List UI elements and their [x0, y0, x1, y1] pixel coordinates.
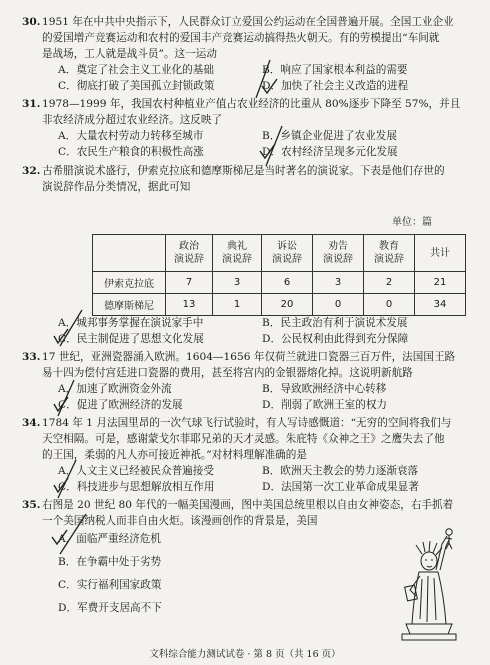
table-corner-cell — [93, 235, 166, 272]
table-cell: 0 — [364, 294, 415, 316]
q35-stem-line1: 右图是 20 世纪 80 年代的一幅美国漫画，图中美国总统里根以自由女神姿态，右手抓着 — [42, 499, 454, 511]
table-cell: 2 — [364, 272, 415, 294]
handwritten-check-mark — [50, 528, 70, 548]
q33-stem-line2: 易十四为偿付宫廷进口瓷器的费用，甚至将宫内的金银器熔化掉。这说明新航路 — [42, 367, 413, 379]
q32-option-a: A．城邦事务掌握在演说家手中 — [58, 317, 204, 329]
handwritten-check-mark — [52, 477, 70, 495]
q32-speech-table — [92, 234, 466, 316]
table-header-cell — [313, 235, 364, 272]
q30-stem-line1: 1951 年在中共中央指示下，人民群众订立爱国公约运动在全国普遍开展。全国工业企业 — [42, 16, 454, 28]
q34-option-d: D．法国第一次工业革命成果显著 — [262, 481, 419, 493]
table-cell: 1 — [213, 294, 262, 316]
q34-stem-line1: 1784 年 1 月法国里昂的一次气球飞行试验时，有人写诗感慨道：“无穷的空间将我们与 — [42, 417, 452, 429]
q31-option-b: B．乡镇企业促进了农业发展 — [262, 130, 397, 142]
q33-option-b: B．导致欧洲经济中心转移 — [262, 383, 387, 395]
col-header-ceremonial: 典礼 演说辞 — [222, 241, 252, 265]
q32-option-b: B．民主政治有利于演说术发展 — [262, 317, 408, 329]
q30-option-c: C．彻底打破了美国孤立封锁政策 — [58, 80, 215, 92]
row-name: 德摩斯梯尼 — [93, 294, 166, 316]
q32-option-c: C．民主制促进了思想文化发展 — [58, 333, 204, 345]
table-cell: 6 — [262, 272, 313, 294]
page-footer: 文科综合能力测试试卷 · 第 8 页（共 16 页） — [149, 649, 341, 660]
q30-option-d: D．加快了社会主义改造的进程 — [262, 80, 409, 92]
handwritten-check-mark — [52, 396, 70, 414]
q35-number: 35. — [22, 499, 41, 511]
q35-option-d: D．军费开支居高不下 — [58, 602, 162, 614]
table-cell: 3 — [313, 272, 364, 294]
row-name: 伊索克拉底 — [93, 272, 166, 294]
col-header-educational: 教育 演说辞 — [374, 241, 404, 265]
handwritten-check-mark — [258, 142, 278, 162]
q35-stem-line2: 一个美国纳税人而非自由火炬。该漫画创作的背景是，美国 — [42, 515, 318, 527]
handwritten-check-mark — [260, 78, 280, 98]
q31-option-d: D．农村经济呈现多元化发展 — [262, 146, 398, 158]
q33-number: 33. — [22, 351, 41, 363]
table-cell: 7 — [166, 272, 213, 294]
col-header-litigation: 诉讼 演说辞 — [272, 241, 302, 265]
q34-stem-line3: 的王国，柔弱的凡人亦可接近神祇。”对材料理解准确的是 — [42, 449, 307, 461]
table-header-row — [93, 235, 466, 272]
table-cell: 0 — [313, 294, 364, 316]
q33-option-d: D．削弱了欧洲王室的权力 — [262, 399, 388, 411]
q30-stem-line2: 的爱国增产竞赛运动和农村的爱国丰产竞赛运动搞得热火朝天。有的劳模提出“车间就 — [42, 32, 440, 44]
table-header-cell — [166, 235, 213, 272]
col-header-political: 政治 演说辞 — [174, 241, 204, 265]
table-header-cell — [213, 235, 262, 272]
q32-stem-line2: 演说辞作品分类情况，据此可知 — [42, 181, 191, 193]
q32-table-unit: 单位：篇 — [392, 217, 432, 228]
q33-option-a: A．加速了欧洲资金外流 — [58, 383, 172, 395]
table-cell: 20 — [262, 294, 313, 316]
table-header-cell — [364, 235, 415, 272]
q30-stem-line3: 是战场，工人就是战斗员”。这一运动 — [42, 48, 217, 60]
q32-option-d: D．公民权利由此得到充分保障 — [262, 333, 409, 345]
q30-option-b: B．响应了国家根本利益的需要 — [262, 64, 408, 76]
q31-number: 31. — [22, 98, 41, 110]
q34-option-a: A．人文主义已经被民众普遍接受 — [58, 465, 214, 477]
table-cell: 3 — [213, 272, 262, 294]
q33-stem-line1: 17 世纪，亚洲瓷器涌入欧洲。1604—1656 年仅荷兰就进口瓷器三百万件，法国国王路 — [42, 351, 456, 363]
table-header-cell — [415, 235, 466, 272]
table-cell: 34 — [415, 294, 466, 316]
q35-option-c: C．实行福利国家政策 — [58, 579, 162, 591]
q30-number: 30. — [22, 16, 41, 28]
q35-option-b: B．在争霸中处于劣势 — [58, 556, 162, 568]
q31-stem-line1: 1978—1999 年，我国农村种植业产值占农业经济的比重从 80%逐步下降至 57%，并且 — [42, 98, 461, 110]
table-row — [93, 294, 466, 316]
table-header-cell — [262, 235, 313, 272]
table-cell: 13 — [166, 294, 213, 316]
reagan-liberty-cartoon — [392, 524, 466, 642]
q30-option-a: A．奠定了社会主义工业化的基础 — [58, 64, 214, 76]
q31-stem-line2: 非农经济成分超过农业经济。这反映了 — [42, 114, 223, 126]
q32-stem-line1: 古希腊演说术盛行，伊索克拉底和德摩斯梯尼是当时著名的演说家。下表是他们存世的 — [42, 165, 445, 177]
q34-option-c: C．科技进步与思想解放相互作用 — [58, 481, 215, 493]
q35-option-a: A．面临严重经济危机 — [58, 533, 161, 545]
q31-option-a: A．大量农村劳动力转移至城市 — [58, 130, 204, 142]
q32-number: 32. — [22, 165, 41, 177]
q34-number: 34. — [22, 417, 41, 429]
table-cell: 21 — [415, 272, 466, 294]
q31-option-c: C．农民生产粮食的积极性高涨 — [58, 146, 204, 158]
table-row — [93, 272, 466, 294]
col-header-total: 共计 — [430, 247, 450, 259]
q34-option-b: B．欧洲天主教会的势力逐渐衰落 — [262, 465, 419, 477]
q33-option-c: C．促进了欧洲经济的发展 — [58, 399, 183, 411]
q34-stem-line2: 天空相隔。可是，感谢蒙戈尔菲耶兄弟的天才灵感。朱庇特《众神之王》之鹰失去了他 — [42, 433, 445, 445]
col-header-exhortation: 劝告 演说辞 — [323, 241, 353, 265]
handwritten-check-mark — [52, 328, 70, 346]
